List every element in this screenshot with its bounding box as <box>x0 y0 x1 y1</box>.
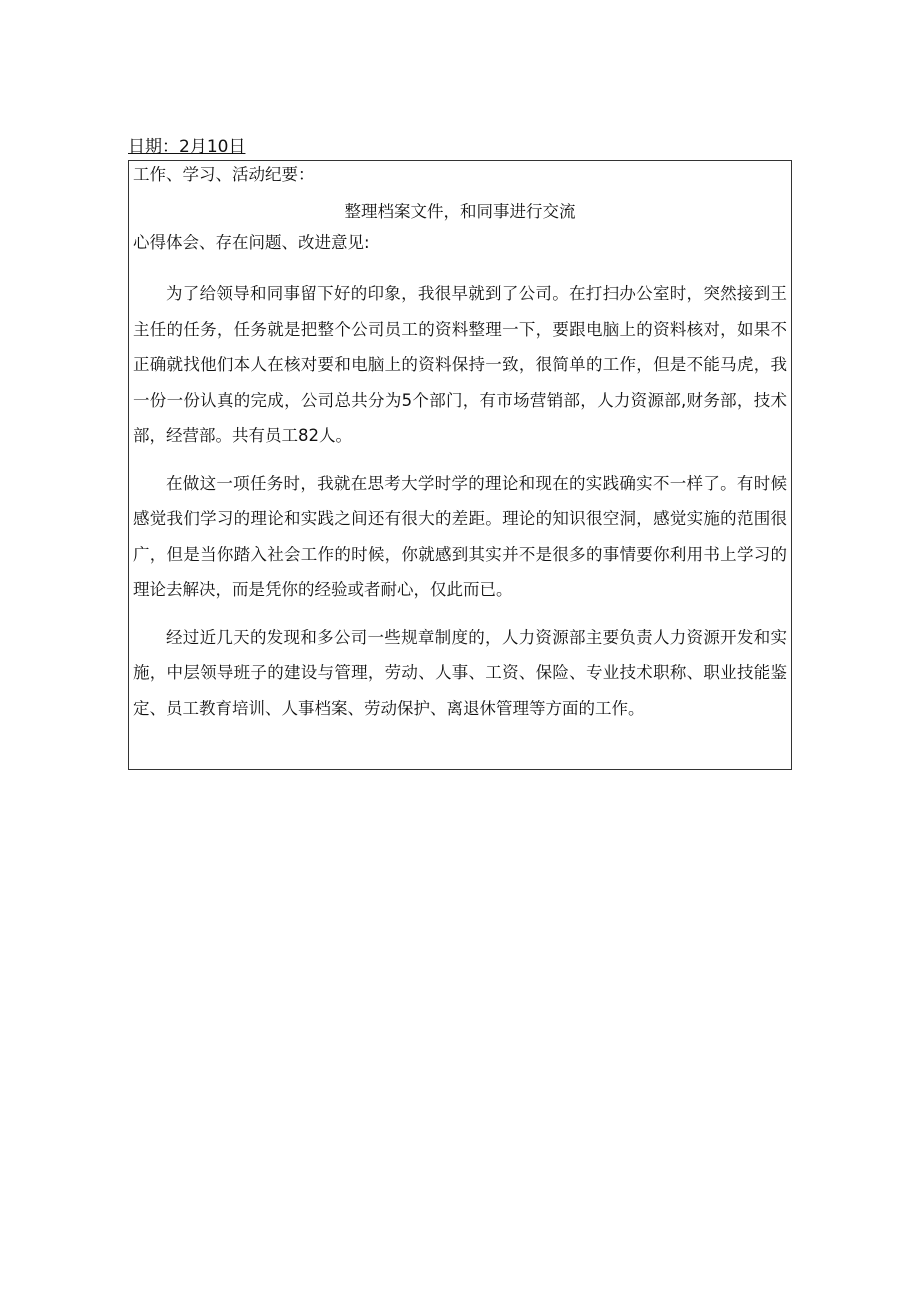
work-record-box <box>128 160 792 770</box>
reflection-paragraph-2: 在做这一项任务时，我就在思考大学时学的理论和现在的实践确实不一样了。有时候感觉我们学习的理论和实践之间还有很大的差距。理论的知识很空洞，感觉实施的范围很广，但是当你踏入社会工作的时候，你就感到其实并不是很多的事情要你利用书上学习的理论去解决，而是凭你的经验或者耐心，仅此而已。 <box>133 473 787 599</box>
reflection-label: 心得体会、存在问题、改进意见: <box>133 233 370 252</box>
activity-summary-label: 工作、学习、活动纪要： <box>133 165 315 184</box>
reflection-paragraph-3: 经过近几天的发现和多公司一些规章制度的，人力资源部主要负责人力资源开发和实施，中层领导班子的建设与管理，劳动、人事、工资、保险、专业技术职称、职业技能鉴定、员工教育培训、人事档案、劳动保护、离退休管理等方面的工作。 <box>133 627 787 718</box>
activity-summary-text: 整理档案文件，和同事进行交流 <box>344 202 576 221</box>
reflection-paragraph-1: 为了给领导和同事留下好的印象，我很早就到了公司。在打扫办公室时，突然接到王主任的任务，任务就是把整个公司员工的资料整理一下，要跟电脑上的资料核对，如果不正确就找他们本人在核对要和电脑上的资料保持一致，很简单的工作，但是不能马虎，我一份一份认真的完成，公司总共分为5个部门，有市场营销部，人力资源部,财务部，技术部，经营部。共有员工82人。 <box>133 284 787 445</box>
date-header: 日期：2月10日 <box>128 137 246 157</box>
